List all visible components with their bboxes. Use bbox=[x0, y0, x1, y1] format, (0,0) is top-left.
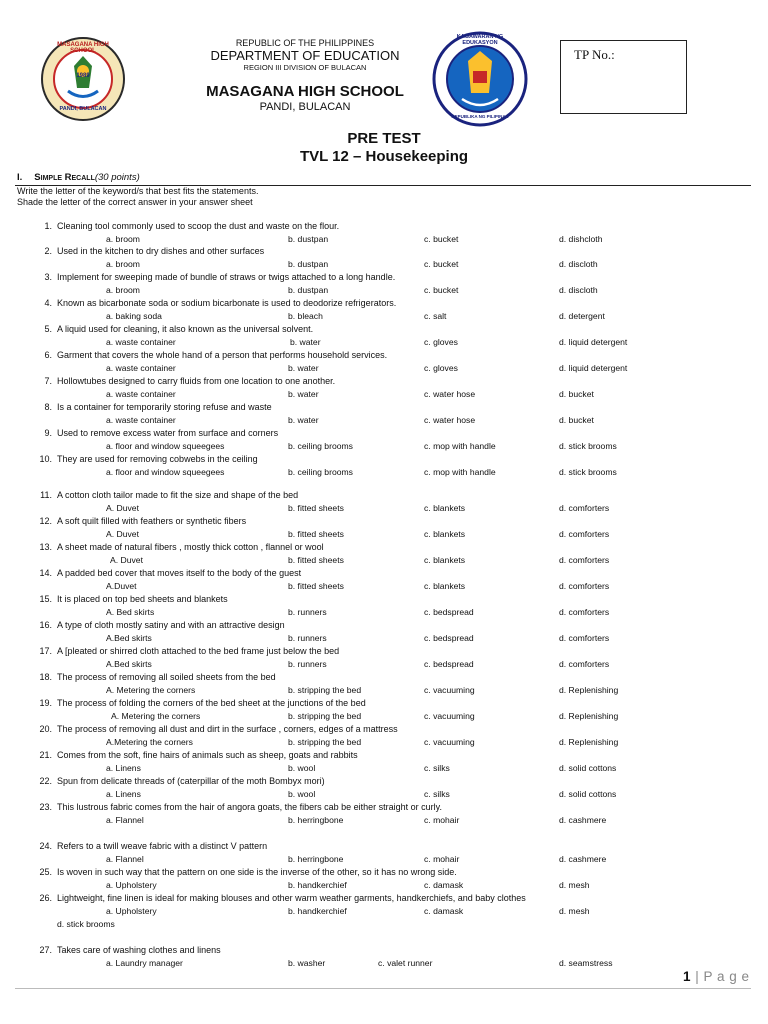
question-number: 22. bbox=[39, 776, 52, 786]
question-text: A soft quilt filled with feathers or synthetic fibers bbox=[57, 516, 247, 526]
question-20 bbox=[39, 724, 398, 734]
question-text: A cotton cloth tailor made to fit the size and shape of the bed bbox=[57, 490, 299, 500]
answer-choice[interactable]: c. water hose bbox=[424, 389, 476, 399]
answer-choice[interactable]: a. broom bbox=[106, 259, 140, 269]
question-number: 3. bbox=[44, 272, 52, 282]
answer-choice[interactable]: b. runners bbox=[288, 633, 327, 643]
question-number: 27. bbox=[39, 945, 52, 955]
question-text: Garment that covers the whole hand of a person that performs household services. bbox=[57, 350, 388, 360]
republic-label: REPUBLIC OF THE PHILIPPINES bbox=[235, 38, 375, 48]
question-number: 5. bbox=[44, 324, 52, 334]
answer-choice[interactable]: d. comforters bbox=[559, 581, 610, 591]
answer-choice[interactable]: a. Upholstery bbox=[106, 880, 157, 890]
answer-choice[interactable]: a. waste container bbox=[106, 389, 176, 399]
question-number: 13. bbox=[39, 542, 52, 552]
answer-choice[interactable]: A.Bed skirts bbox=[106, 633, 152, 643]
question-21 bbox=[39, 750, 358, 760]
question-11 bbox=[40, 490, 299, 500]
answer-choice[interactable]: A. Metering the corners bbox=[106, 685, 196, 695]
answer-choice[interactable]: d. stick brooms bbox=[559, 467, 617, 477]
answer-choice[interactable]: d. bucket bbox=[559, 389, 594, 399]
question-text: The process of folding the corners of the bed sheet at the junctions of the bed bbox=[57, 698, 366, 708]
footer-rule bbox=[15, 988, 751, 989]
answer-choice[interactable]: b. runners bbox=[288, 607, 327, 617]
answer-choice[interactable]: c. vacuuming bbox=[424, 711, 475, 721]
question-text: They are used for removing cobwebs in the ceiling bbox=[57, 454, 258, 464]
answer-choice[interactable]: d. stick brooms bbox=[559, 441, 617, 451]
answer-choice[interactable]: d. bucket bbox=[559, 415, 594, 425]
question-number: 4. bbox=[44, 298, 52, 308]
answer-choice[interactable]: A. Metering the corners bbox=[111, 711, 201, 721]
school-name: MASAGANA HIGH SCHOOL bbox=[206, 83, 404, 100]
question-text: Hollowtubes designed to carry fluids from one location to one another. bbox=[57, 376, 336, 386]
page-separator: | bbox=[691, 969, 704, 984]
deped-seal-bottom: REPUBLIKA NG PILIPINAS bbox=[451, 114, 509, 119]
answer-choice[interactable]: d. mesh bbox=[559, 906, 590, 916]
answer-choice[interactable]: d. mesh bbox=[559, 880, 590, 890]
answer-choice[interactable]: d. comforters bbox=[559, 633, 610, 643]
answer-choice[interactable]: c. silks bbox=[424, 763, 450, 773]
answer-choice[interactable]: b. handkerchief bbox=[288, 906, 347, 916]
answer-choice[interactable]: d. cashmere bbox=[559, 815, 607, 825]
question-text: This lustrous fabric comes from the hair of angora goats, the fibers cab be either straight or curly. bbox=[57, 802, 443, 812]
test-subtitle: TVL 12 – Housekeeping bbox=[299, 148, 469, 165]
answer-choice[interactable]: c. valet runner bbox=[378, 958, 433, 968]
question-6 bbox=[44, 350, 388, 360]
answer-choice[interactable]: c. bedspread bbox=[424, 633, 474, 643]
question-text: A liquid used for cleaning, it also known as the universal solvent. bbox=[57, 324, 314, 334]
answer-choice[interactable]: c. blankets bbox=[424, 581, 466, 591]
question-26 bbox=[39, 893, 526, 903]
section-name: Simple Recall bbox=[34, 172, 95, 183]
page-number: 1 bbox=[683, 969, 692, 984]
answer-choice[interactable]: b. stripping the bed bbox=[288, 711, 362, 721]
answer-choice-extra[interactable]: d. stick brooms bbox=[57, 919, 115, 929]
question-number: 17. bbox=[39, 646, 52, 656]
question-8 bbox=[44, 402, 272, 412]
answer-choice[interactable]: b. dustpan bbox=[288, 259, 329, 269]
question-number: 16. bbox=[39, 620, 52, 630]
answer-choice[interactable]: a. Linens bbox=[106, 763, 141, 773]
department-label: DEPARTMENT OF EDUCATION bbox=[210, 48, 400, 63]
answer-choice[interactable]: b. water bbox=[288, 389, 319, 399]
answer-choice[interactable]: A. Duvet bbox=[106, 503, 139, 513]
question-1 bbox=[44, 221, 340, 231]
question-number: 26. bbox=[39, 893, 52, 903]
answer-choice[interactable]: b. water bbox=[290, 337, 321, 347]
question-9 bbox=[44, 428, 279, 438]
answer-choice[interactable]: b. stripping the bed bbox=[288, 685, 362, 695]
answer-choice[interactable]: d. Replenishing bbox=[559, 711, 619, 721]
answer-choice[interactable]: d. detergent bbox=[559, 311, 605, 321]
answer-choice[interactable]: d. discloth bbox=[559, 285, 598, 295]
section-points: (30 points) bbox=[94, 172, 140, 183]
question-10 bbox=[39, 454, 258, 464]
answer-choice[interactable]: b. stripping the bed bbox=[288, 737, 362, 747]
answer-choice[interactable]: A. Duvet bbox=[110, 555, 143, 565]
answer-choice[interactable]: b. fitted sheets bbox=[288, 503, 344, 513]
question-19 bbox=[39, 698, 366, 708]
question-number: 18. bbox=[39, 672, 52, 682]
question-number: 15. bbox=[39, 594, 52, 604]
question-text: A padded bed cover that moves itself to the body of the guest bbox=[57, 568, 302, 578]
question-25 bbox=[39, 867, 457, 877]
answer-choice[interactable]: c. damask bbox=[424, 880, 464, 890]
question-number: 24. bbox=[39, 841, 52, 851]
answer-choice[interactable]: c. blankets bbox=[424, 503, 466, 513]
answer-choice[interactable]: d. solid cottons bbox=[559, 763, 617, 773]
answer-choice[interactable]: a. Linens bbox=[106, 789, 141, 799]
answer-choice[interactable]: a. broom bbox=[106, 234, 140, 244]
question-text: The process of removing all dust and dirt in the surface , corners, edges of a mattress bbox=[57, 724, 398, 734]
question-13 bbox=[39, 542, 324, 552]
answer-choice[interactable]: c. mohair bbox=[424, 854, 460, 864]
answer-choice[interactable]: d. comforters bbox=[559, 503, 610, 513]
answer-choice[interactable]: b. washer bbox=[288, 958, 326, 968]
question-number: 2. bbox=[44, 246, 52, 256]
answer-choice[interactable]: c. vacuuming bbox=[424, 685, 475, 695]
answer-choice[interactable]: c. salt bbox=[424, 311, 447, 321]
answer-choice[interactable]: d. comforters bbox=[559, 659, 610, 669]
tp-number-label: TP No.: bbox=[574, 47, 615, 62]
answer-choice[interactable]: d. Replenishing bbox=[559, 685, 619, 695]
answer-choice[interactable]: b. water bbox=[288, 363, 319, 373]
answer-choice[interactable]: a. waste container bbox=[106, 363, 176, 373]
question-5 bbox=[44, 324, 314, 334]
answer-choice[interactable]: d. seamstress bbox=[559, 958, 613, 968]
answer-choice[interactable]: b. dustpan bbox=[288, 234, 329, 244]
answer-choice[interactable]: b. dustpan bbox=[288, 285, 329, 295]
answer-choice[interactable]: d. liquid detergent bbox=[559, 363, 628, 373]
question-text: Known as bicarbonate soda or sodium bicarbonate is used to deodorize refrigerators. bbox=[57, 298, 397, 308]
question-number: 8. bbox=[44, 402, 52, 412]
answer-choice[interactable]: d. dishcloth bbox=[559, 234, 603, 244]
answer-choice[interactable]: a. broom bbox=[106, 285, 140, 295]
answer-choice[interactable]: c. bucket bbox=[424, 234, 459, 244]
answer-choice[interactable]: a. Laundry manager bbox=[106, 958, 183, 968]
town-label: PANDI, BULACAN bbox=[259, 101, 351, 113]
deped-seal-text: KAGAWARAN NG EDUKASYON bbox=[456, 34, 504, 46]
answer-choice[interactable]: d. discloth bbox=[559, 259, 598, 269]
answer-choice[interactable]: A. Bed skirts bbox=[106, 607, 155, 617]
question-text: Takes care of washing clothes and linens bbox=[57, 945, 221, 955]
answer-choice[interactable]: a. Flannel bbox=[106, 854, 144, 864]
question-text: Used in the kitchen to dry dishes and other surfaces bbox=[57, 246, 265, 256]
question-text: Refers to a twill weave fabric with a distinct V pattern bbox=[57, 841, 268, 851]
section-roman: I. bbox=[17, 172, 23, 183]
answer-choice[interactable]: A.Metering the corners bbox=[106, 737, 193, 747]
question-14 bbox=[39, 568, 302, 578]
question-number: 25. bbox=[39, 867, 52, 877]
answer-choice[interactable]: b. fitted sheets bbox=[288, 555, 344, 565]
question-15 bbox=[39, 594, 228, 604]
answer-choice[interactable]: b. handkerchief bbox=[288, 880, 347, 890]
question-number: 12. bbox=[39, 516, 52, 526]
question-24 bbox=[39, 841, 268, 851]
question-number: 23. bbox=[39, 802, 52, 812]
answer-choice[interactable]: b. ceiling brooms bbox=[288, 441, 353, 451]
answer-choice[interactable]: d. cashmere bbox=[559, 854, 607, 864]
answer-choice[interactable]: b. herringbone bbox=[288, 854, 344, 864]
answer-choice[interactable]: c. bucket bbox=[424, 285, 459, 295]
answer-choice[interactable]: b. wool bbox=[288, 763, 316, 773]
question-number: 14. bbox=[39, 568, 52, 578]
answer-choice[interactable]: c. damask bbox=[424, 906, 464, 916]
answer-choice[interactable]: c. mop with handle bbox=[424, 467, 496, 477]
answer-choice[interactable]: A. Duvet bbox=[106, 529, 139, 539]
question-text: Used to remove excess water from surface and corners bbox=[57, 428, 279, 438]
answer-choice[interactable]: d. comforters bbox=[559, 529, 610, 539]
answer-choice[interactable]: a. floor and window squeegees bbox=[106, 467, 225, 477]
question-2 bbox=[44, 246, 265, 256]
answer-choice[interactable]: c. bucket bbox=[424, 259, 459, 269]
question-number: 21. bbox=[39, 750, 52, 760]
question-23 bbox=[39, 802, 443, 812]
question-number: 19. bbox=[39, 698, 52, 708]
question-22 bbox=[39, 776, 325, 786]
answer-choice[interactable]: c. bedspread bbox=[424, 659, 474, 669]
page-word: P a g e bbox=[703, 969, 750, 984]
answer-choice[interactable]: d. comforters bbox=[559, 607, 610, 617]
question-text: Comes from the soft, fine hairs of animals such as sheep, goats and rabbits bbox=[57, 750, 358, 760]
school-seal-year: 1989 bbox=[76, 73, 90, 79]
answer-choice[interactable]: d. comforters bbox=[559, 555, 610, 565]
answer-choice[interactable]: a. floor and window squeegees bbox=[106, 441, 225, 451]
answer-choice[interactable]: a. Upholstery bbox=[106, 906, 157, 916]
question-text: A [pleated or shirred cloth attached to the bed frame just below the bed bbox=[57, 646, 340, 656]
question-number: 1. bbox=[44, 221, 52, 231]
question-number: 20. bbox=[39, 724, 52, 734]
section-heading bbox=[17, 172, 140, 183]
answer-choice[interactable]: c. gloves bbox=[424, 363, 458, 373]
page-footer bbox=[683, 969, 750, 984]
test-title: PRE TEST bbox=[347, 130, 421, 147]
question-number: 11. bbox=[40, 490, 52, 500]
question-4 bbox=[44, 298, 397, 308]
answer-choice[interactable]: c. mop with handle bbox=[424, 441, 496, 451]
answer-choice[interactable]: b. bleach bbox=[288, 311, 323, 321]
answer-choice[interactable]: c. vacuuming bbox=[424, 737, 475, 747]
question-text: Is woven in such way that the pattern on one side is the inverse of the other, so it has no wrong side. bbox=[57, 867, 457, 877]
answer-choice[interactable]: c. bedspread bbox=[424, 607, 474, 617]
question-text: A type of cloth mostly satiny and with an attractive design bbox=[57, 620, 285, 630]
answer-choice[interactable]: c. water hose bbox=[424, 415, 476, 425]
answer-choice[interactable]: a. Flannel bbox=[106, 815, 144, 825]
answer-choice[interactable]: c. mohair bbox=[424, 815, 460, 825]
answer-choice[interactable]: b. water bbox=[288, 415, 319, 425]
answer-choice[interactable]: d. Replenishing bbox=[559, 737, 619, 747]
answer-choice[interactable]: c. gloves bbox=[424, 337, 458, 347]
answer-choice[interactable]: a. baking soda bbox=[106, 311, 162, 321]
answer-choice[interactable]: a. waste container bbox=[106, 415, 176, 425]
question-27 bbox=[39, 945, 221, 955]
answer-choice[interactable]: b. runners bbox=[288, 659, 327, 669]
answer-choice[interactable]: b. wool bbox=[288, 789, 316, 799]
question-number: 7. bbox=[44, 376, 52, 386]
answer-choice[interactable]: a. waste container bbox=[106, 337, 176, 347]
school-seal-text: MASAGANA HIGH SCHOOL bbox=[57, 42, 109, 54]
question-16 bbox=[39, 620, 285, 630]
question-text: Cleaning tool commonly used to scoop the dust and waste on the flour. bbox=[57, 221, 340, 231]
question-number: 9. bbox=[44, 428, 52, 438]
question-text: Lightweight, fine linen is ideal for making blouses and other warm weather garments, handkerchiefs, and baby clothes bbox=[57, 893, 526, 903]
question-text: A sheet made of natural fibers , mostly thick cotton , flannel or wool bbox=[57, 542, 324, 552]
question-text: Implement for sweeping made of bundle of straws or twigs attached to a long handle. bbox=[57, 272, 396, 282]
answer-choice[interactable]: c. blankets bbox=[424, 529, 466, 539]
instruction-line-1: Write the letter of the keyword/s that best fits the statements. bbox=[17, 186, 259, 196]
question-3 bbox=[44, 272, 396, 282]
question-number: 6. bbox=[44, 350, 52, 360]
answer-choice[interactable]: b. fitted sheets bbox=[288, 529, 344, 539]
question-text: The process of removing all soiled sheets from the bed bbox=[57, 672, 276, 682]
question-18 bbox=[39, 672, 276, 682]
answer-choice[interactable]: A.Bed skirts bbox=[106, 659, 152, 669]
question-text: Spun from delicate threads of (caterpillar of the moth Bombyx mori) bbox=[57, 776, 325, 786]
question-text: It is placed on top bed sheets and blankets bbox=[57, 594, 228, 604]
question-17 bbox=[39, 646, 340, 656]
question-text: Is a container for temporarily storing refuse and waste bbox=[57, 402, 272, 412]
question-7 bbox=[44, 376, 336, 386]
answer-choice[interactable]: A.Duvet bbox=[106, 581, 137, 591]
answer-choice[interactable]: c. blankets bbox=[424, 555, 466, 565]
answer-choice[interactable]: b. fitted sheets bbox=[288, 581, 344, 591]
school-seal-bottom: PANDI, BULACAN bbox=[59, 106, 107, 112]
answer-choice[interactable]: b. herringbone bbox=[288, 815, 344, 825]
question-12 bbox=[39, 516, 247, 526]
region-label: REGION III DIVISION OF BULACAN bbox=[243, 63, 367, 72]
question-number: 10. bbox=[39, 454, 52, 464]
answer-choice[interactable]: d. solid cottons bbox=[559, 789, 617, 799]
answer-choice[interactable]: d. liquid detergent bbox=[559, 337, 628, 347]
tp-number-box bbox=[560, 40, 687, 114]
answer-choice[interactable]: b. ceiling brooms bbox=[288, 467, 353, 477]
instruction-line-2: Shade the letter of the correct answer in your answer sheet bbox=[17, 197, 253, 207]
answer-choice[interactable]: c. silks bbox=[424, 789, 450, 799]
